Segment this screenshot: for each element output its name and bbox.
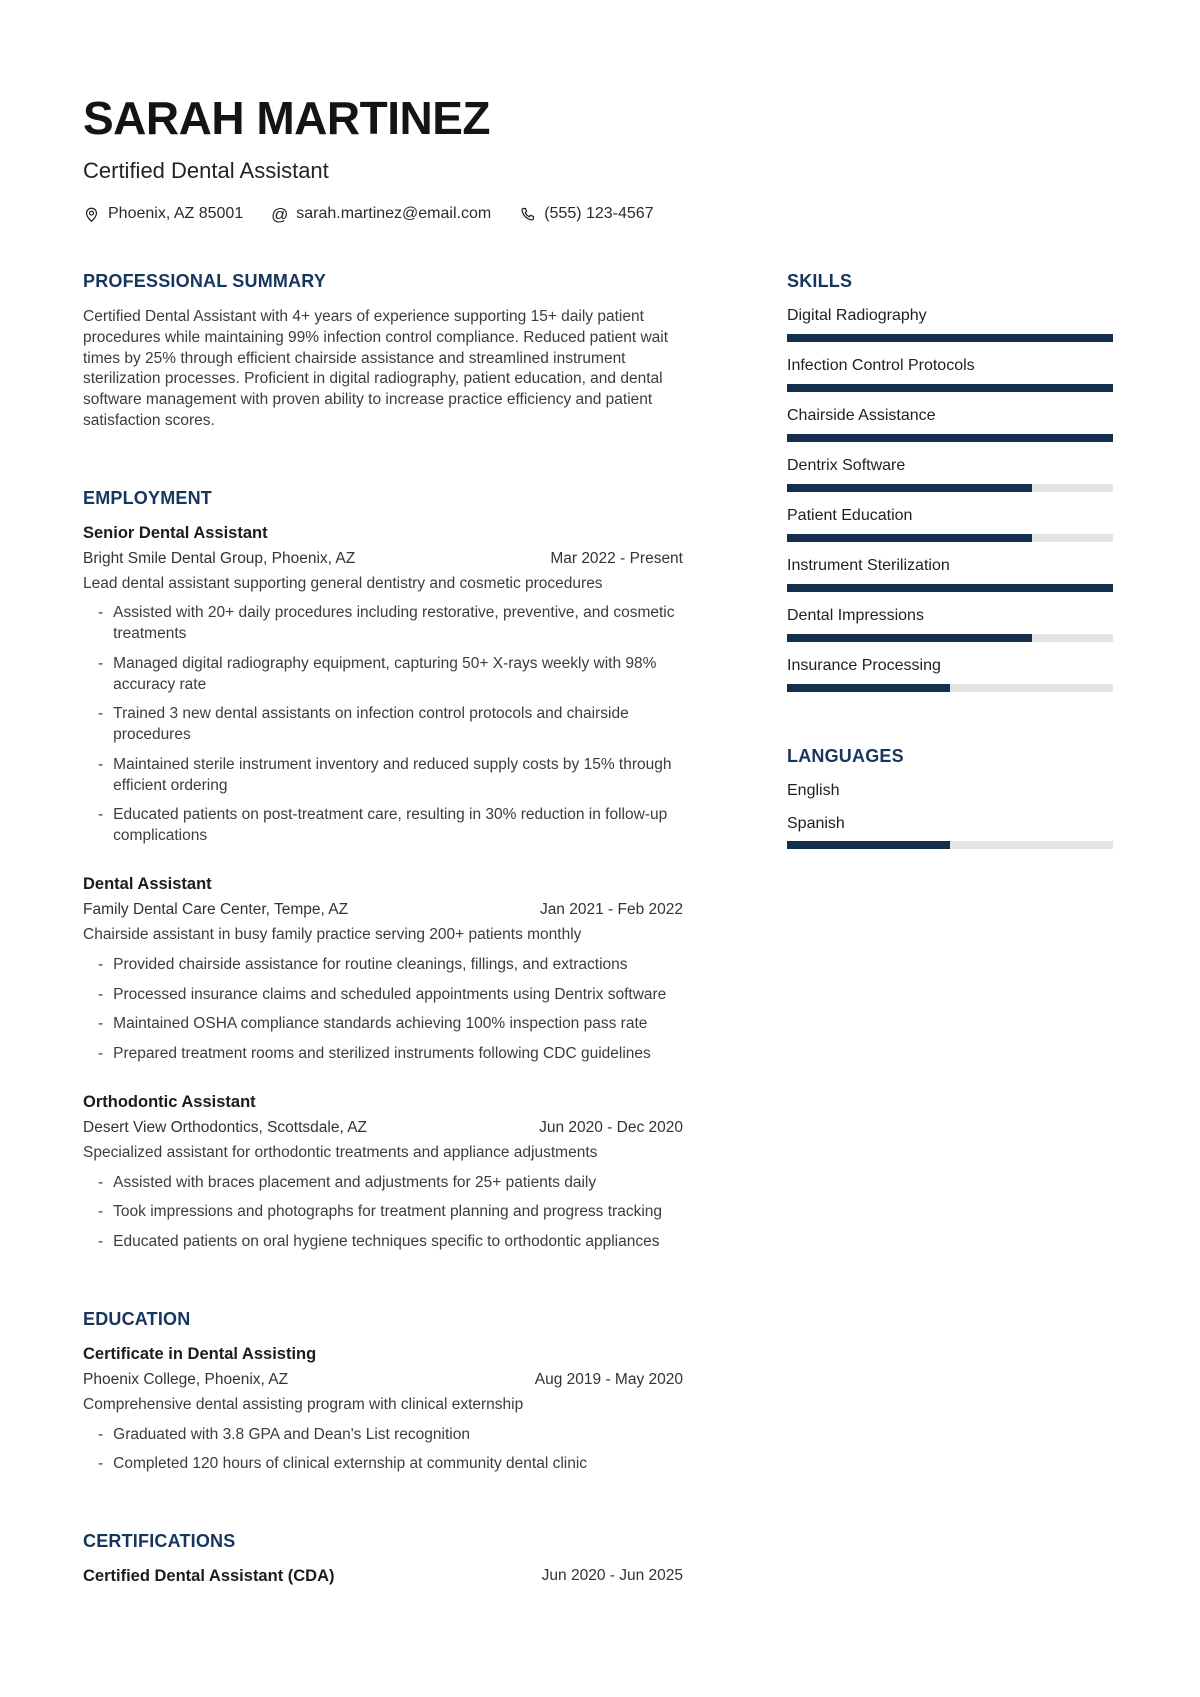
skill-item [787, 407, 1113, 442]
skill-item [787, 507, 1113, 542]
language-name: English [787, 782, 840, 799]
section-skills [787, 271, 1113, 692]
side-column [787, 271, 1113, 1586]
skill-item [787, 657, 1113, 692]
job-title: Orthodontic Assistant [83, 1092, 256, 1111]
person-title: Certified Dental Assistant [83, 158, 329, 183]
skill-bar [787, 484, 1113, 492]
job-bullet: - Maintained sterile instrument inventory and reduced supply costs by 15% through efficient ordering [83, 755, 683, 797]
education-school: Phoenix College, Phoenix, AZ [83, 1370, 289, 1388]
job-bullets [83, 955, 683, 1065]
language-name: Spanish [787, 815, 845, 832]
skill-bar-fill [787, 684, 950, 692]
skill-bar [787, 584, 1113, 592]
job-company: Desert View Orthodontics, Scottsdale, AZ [83, 1118, 368, 1136]
skill-item [787, 357, 1113, 392]
job-bullet: - Maintained OSHA compliance standards achieving 100% inspection pass rate [83, 1014, 683, 1035]
job-bullets [83, 1173, 683, 1253]
section-languages [787, 746, 1113, 849]
summary-heading: PROFESSIONAL SUMMARY [83, 271, 327, 291]
skill-name: Digital Radiography [787, 307, 927, 324]
certification-dates: Jun 2020 - Jun 2025 [541, 1567, 683, 1585]
skills-heading: SKILLS [787, 271, 853, 291]
resume-columns [83, 271, 1113, 1586]
skill-item [787, 607, 1113, 642]
education-bullet: - Completed 120 hours of clinical externship at community dental clinic [83, 1454, 683, 1475]
contact-email-text: sarah.martinez@email.com [296, 205, 492, 222]
education-entry [83, 1345, 683, 1475]
job-meta-row [83, 550, 683, 568]
job-bullet: - Assisted with 20+ daily procedures including restorative, preventive, and cosmetic treatments [83, 603, 683, 645]
skill-bar [787, 334, 1113, 342]
education-heading: EDUCATION [83, 1308, 191, 1329]
skill-name: Insurance Processing [787, 657, 941, 674]
job-bullet: - Provided chairside assistance for routine cleanings, fillings, and extractions [83, 955, 683, 976]
education-bullet: - Graduated with 3.8 GPA and Dean's List recognition [83, 1425, 683, 1446]
summary-text: Certified Dental Assistant with 4+ years of experience supporting 15+ daily patient procedures while maintaining 99% infection control compliance. Reduced patient wait times by 25% through efficient chairside assistance and streamlined instrument sterilization processes. Proficient in digital radiography, patient education, and dental software management with proven ability to increase practice efficiency and patient satisfaction scores. [83, 308, 669, 429]
job-bullet: - Managed digital radiography equipment, capturing 50+ X-rays weekly with 98% accuracy rate [83, 654, 683, 696]
contact-email [271, 205, 491, 223]
skill-bar [787, 634, 1113, 642]
language-bar-fill [787, 841, 950, 849]
education-bullets [83, 1425, 683, 1476]
job-company: Family Dental Care Center, Tempe, AZ [83, 901, 349, 919]
job-bullet: - Assisted with braces placement and adjustments for 25+ patients daily [83, 1173, 683, 1194]
job-summary: Chairside assistant in busy family practice serving 200+ patients monthly [83, 926, 582, 944]
skill-item [787, 307, 1113, 342]
skill-bar [787, 434, 1113, 442]
job-summary: Specialized assistant for orthodontic treatments and appliance adjustments [83, 1143, 598, 1161]
section-certifications [83, 1531, 683, 1586]
job-entry [83, 1093, 683, 1253]
main-column [83, 271, 683, 1586]
language-bar [787, 841, 1113, 849]
contact-location-text: Phoenix, AZ 85001 [108, 205, 244, 222]
skill-bar [787, 384, 1113, 392]
section-employment [83, 488, 683, 1253]
job-dates: Jan 2021 - Feb 2022 [539, 901, 683, 919]
certification-name: Certified Dental Assistant (CDA) [83, 1567, 335, 1586]
education-meta-row [83, 1371, 683, 1389]
job-bullet: - Trained 3 new dental assistants on infection control protocols and chairside procedures [83, 704, 683, 746]
skill-bar-fill [787, 384, 1113, 392]
skill-bar-fill [787, 634, 1032, 642]
job-bullet: - Processed insurance claims and scheduled appointments using Dentrix software [83, 985, 683, 1006]
job-bullet: - Took impressions and photographs for treatment planning and progress tracking [83, 1202, 683, 1223]
contact-phone [519, 205, 653, 223]
section-education [83, 1309, 683, 1475]
resume-header [83, 92, 1113, 224]
job-company: Bright Smile Dental Group, Phoenix, AZ [83, 549, 356, 567]
job-bullets [83, 603, 683, 847]
job-title: Dental Assistant [83, 875, 212, 894]
phone-icon [519, 206, 536, 223]
contact-location [83, 205, 243, 223]
job-title: Senior Dental Assistant [83, 523, 268, 542]
contact-row [83, 205, 1113, 223]
job-meta-row [83, 901, 683, 919]
skill-name: Instrument Sterilization [787, 557, 950, 574]
skill-name: Infection Control Protocols [787, 357, 975, 374]
skill-item [787, 457, 1113, 492]
job-summary: Lead dental assistant supporting general dentistry and cosmetic procedures [83, 574, 603, 592]
certification-row [83, 1567, 683, 1586]
skill-bar [787, 534, 1113, 542]
skill-bar-fill [787, 334, 1113, 342]
skill-bar-fill [787, 584, 1113, 592]
language-item [787, 782, 1113, 800]
skill-bar-fill [787, 484, 1032, 492]
location-pin-icon [83, 206, 100, 223]
contact-phone-text: (555) 123-4567 [544, 205, 654, 222]
education-summary: Comprehensive dental assisting program with clinical externship [83, 1395, 524, 1413]
skill-name: Patient Education [787, 507, 913, 524]
employment-heading: EMPLOYMENT [83, 487, 213, 508]
skill-bar-fill [787, 434, 1113, 442]
language-item [787, 815, 1113, 849]
skill-name: Chairside Assistance [787, 407, 936, 424]
at-sign-icon: @ [271, 204, 289, 224]
job-dates: Mar 2022 - Present [550, 549, 683, 567]
skill-bar [787, 684, 1113, 692]
job-bullet: - Educated patients on oral hygiene techniques specific to orthodontic appliances [83, 1232, 683, 1253]
skill-bar-fill [787, 534, 1032, 542]
job-bullet: - Prepared treatment rooms and sterilized instruments following CDC guidelines [83, 1044, 683, 1065]
languages-heading: LANGUAGES [787, 746, 904, 766]
job-meta-row [83, 1119, 683, 1137]
job-entry [83, 875, 683, 1065]
skill-name: Dentrix Software [787, 457, 906, 474]
skill-item [787, 557, 1113, 592]
person-name: SARAH MARTINEZ [83, 92, 490, 144]
certifications-heading: CERTIFICATIONS [83, 1531, 236, 1552]
job-bullet: - Educated patients on post-treatment care, resulting in 30% reduction in follow-up complications [83, 805, 683, 847]
section-professional-summary [83, 271, 683, 432]
education-degree: Certificate in Dental Assisting [83, 1344, 317, 1363]
job-entry [83, 524, 683, 847]
education-dates: Aug 2019 - May 2020 [534, 1370, 683, 1388]
job-dates: Jun 2020 - Dec 2020 [539, 1118, 683, 1136]
skill-name: Dental Impressions [787, 607, 924, 624]
